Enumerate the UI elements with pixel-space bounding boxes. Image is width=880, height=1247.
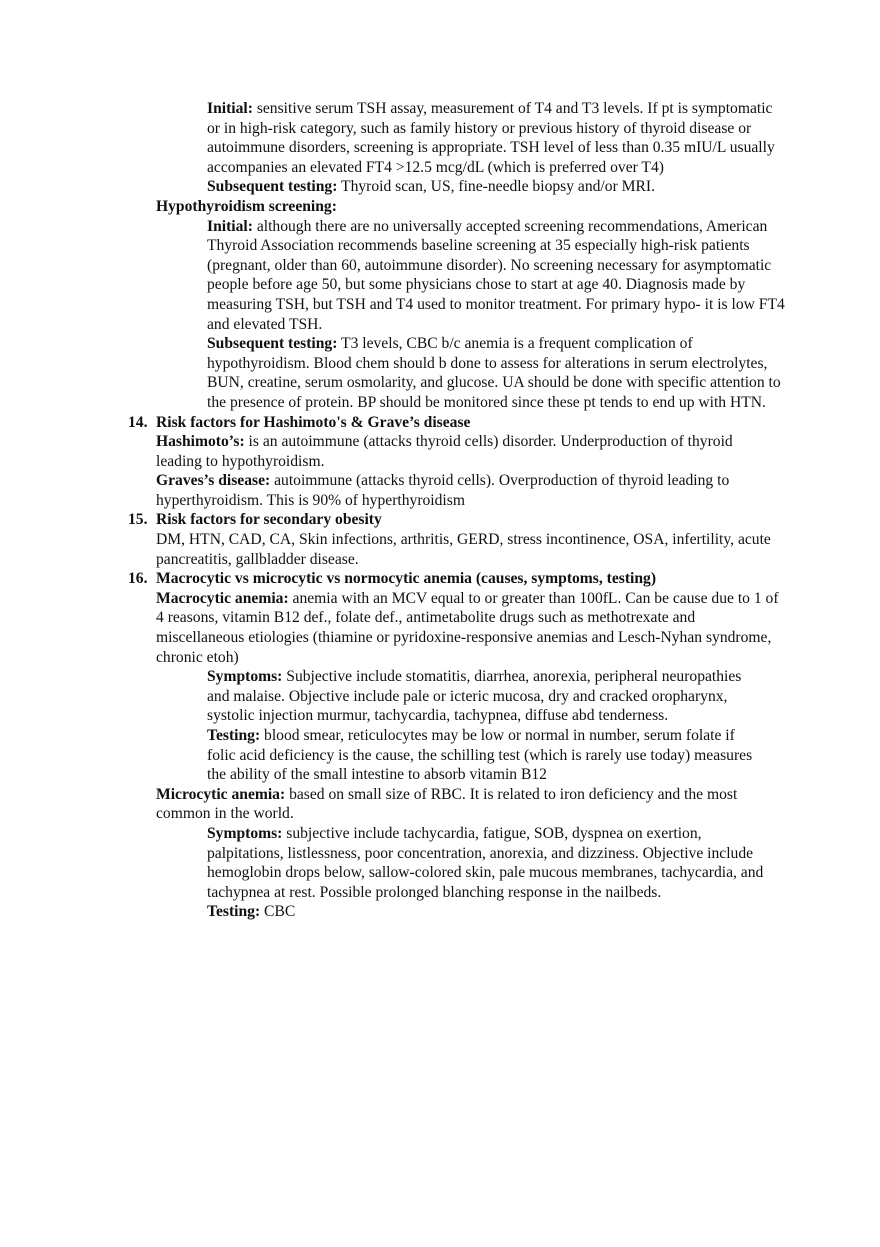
item-14-heading [128,413,780,433]
macrocytic-label: Macrocytic anemia: [156,589,289,607]
hashimoto-label: Hashimoto’s: [156,433,245,451]
graves-label: Graves’s disease: [156,472,271,490]
hyperthyroid-initial-text: sensitive serum TSH assay, measurement of T4 and T3 levels. If pt is symptomatic or in high-risk category, such as family history or previous history of thyroid disease or autoimmune disorders, screening is appropriate. TSH level of less than 0.35 mIU/L usually accompanies an elevated FT4 >12.5 mcg/dL (which is preferred over T4) [207,100,775,176]
hyperthyroid-subsequent-label: Subsequent testing: [207,178,338,196]
item-14-title: Risk factors for Hashimoto's & Grave’s disease [156,413,471,431]
item-16-title: Macrocytic vs microcytic vs normocytic anemia (causes, symptoms, testing) [156,570,657,588]
macrocytic-testing-text: blood smear, reticulocytes may be low or normal in number, serum folate if folic acid deficiency is the cause, the schilling test (which is rarely use today) measures the ability of the small intestine to absorb vitamin B12 [207,727,753,784]
microcytic-testing-paragraph [207,902,767,922]
item-16-heading [128,569,780,589]
microcytic-testing-text: CBC [260,903,296,921]
microcytic-label: Microcytic anemia: [156,785,286,803]
macrocytic-symptoms-paragraph [207,667,767,726]
microcytic-symptoms-label: Symptoms: [207,824,283,842]
macrocytic-text: anemia with an MCV equal to or greater than 100fL. Can be cause due to 1 of 4 reasons, vitamin B12 def., folate def., antimetabolite drugs such as methotrexate and miscellaneous etiologies (thiamine or pyridoxine-responsive anemias and Lesch-Nyhan syndrome, chronic etoh) [156,589,779,666]
hashimoto-text: is an autoimmune (attacks thyroid cells) disorder. Underproduction of thyroid leading to hypothyroidism. [156,433,733,470]
hyperthyroid-initial-paragraph [207,99,789,177]
hyperthyroid-subsequent-paragraph [207,177,789,197]
macrocytic-symptoms-label: Symptoms: [207,668,283,686]
graves-paragraph [156,471,780,510]
item-15-number: 15. [128,511,148,529]
hypothyroid-subsequent-label: Subsequent testing: [207,335,338,353]
hyperthyroid-subsequent-text: Thyroid scan, US, fine-needle biopsy and/or MRI. [337,178,656,196]
microcytic-testing-label: Testing: [207,903,261,921]
hyperthyroid-initial-label: Initial: [207,100,253,117]
microcytic-symptoms-paragraph [207,824,767,902]
macrocytic-symptoms-text: Subjective include stomatitis, diarrhea, anorexia, peripheral neuropathies and malaise. Objective include pale or icteric mucosa, dry and cracked oropharynx, systolic injection murmur, tachycardia, tachypnea, diffuse abd tenderness. [207,668,742,725]
macrocytic-testing-label: Testing: [207,727,261,744]
hypothyroid-subsequent-paragraph [207,334,789,412]
document-page [0,99,880,922]
item-14-number: 14. [128,413,148,431]
hypothyroid-initial-paragraph [207,217,789,335]
item-15-heading [128,510,780,530]
macrocytic-testing-paragraph [207,726,767,785]
microcytic-symptoms-text: subjective include tachycardia, fatigue, SOB, dyspnea on exertion, palpitations, listlessness, poor concentration, anorexia, and dizziness. Objective include hemoglobin drops below, sallow-colored skin, pale mucous membranes, tachycardia, and tachypnea at rest. Possible prolonged blanching response in the nailbeds. [207,824,764,901]
hypothyroid-heading: Hypothyroidism screening: [156,197,337,215]
graves-text: autoimmune (attacks thyroid cells). Overproduction of thyroid leading to hyperthyroidism. This is 90% of hyperthyroidism [156,472,730,509]
macrocytic-paragraph [156,589,780,667]
item-16-number: 16. [128,570,148,588]
hashimoto-paragraph [156,432,780,471]
microcytic-text: based on small size of RBC. It is related to iron deficiency and the most common in the world. [156,785,738,823]
item-15-title: Risk factors for secondary obesity [156,511,382,529]
hypothyroid-initial-label: Initial: [207,217,253,235]
hypothyroid-subsequent-text: T3 levels, CBC b/c anemia is a frequent complication of hypothyroidism. Blood chem should b done to assess for alterations in serum electrolytes, BUN, creatine, serum osmolarity, and glucose. UA should be done with specific attention to the presence of protein. BP should be monitored since these pt tends to end up with HTN. [207,335,781,411]
microcytic-paragraph [156,785,780,824]
hypothyroid-initial-text: although there are no universally accepted screening recommendations, American Thyroid Association recommends baseline screening at 35 especially high-risk patients (pregnant, older than 60, autoimmune disorder). No screening necessary for asymptomatic people before age 50, but some physicians chose to start at age 40. Diagnosis made by measuring TSH, but TSH and T4 used to monitor treatment. For primary hypo- it is low FT4 and elevated TSH. [207,217,785,333]
secondary-obesity-paragraph: DM, HTN, CAD, CA, Skin infections, arthritis, GERD, stress incontinence, OSA, infertility, acute pancreatitis, gallbladder disease. [156,531,771,568]
